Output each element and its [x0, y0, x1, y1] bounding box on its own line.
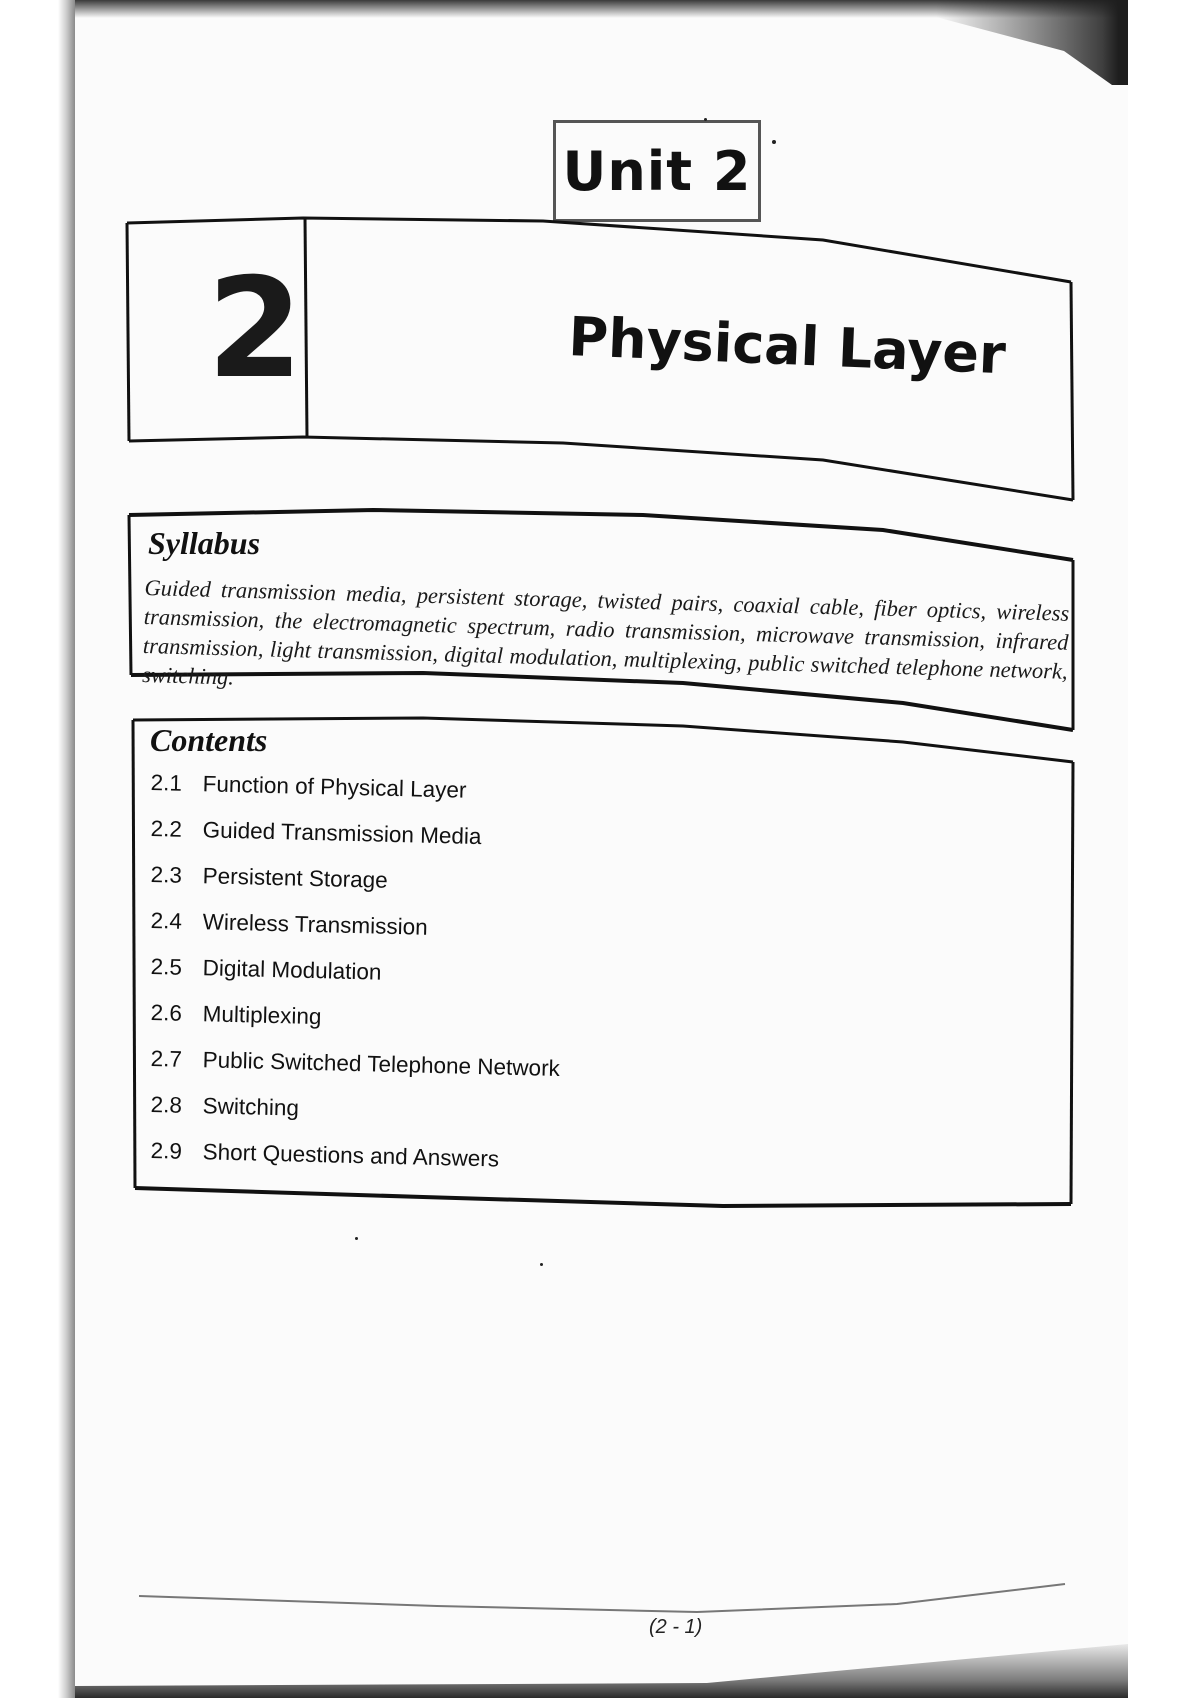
scan-bottom-shadow [75, 1638, 1128, 1698]
contents-item-number: 2.4 [150, 908, 183, 934]
contents-item-number: 2.6 [150, 1000, 183, 1026]
contents-item-number: 2.5 [150, 954, 183, 980]
scan-left-margin [0, 0, 75, 1698]
unit-label-box [553, 120, 761, 222]
contents-item-label: Digital Modulation [202, 955, 382, 985]
contents-list [151, 770, 1051, 1184]
scan-right-margin [1128, 0, 1200, 1698]
contents-item-label: Multiplexing [202, 1001, 322, 1030]
contents-item-number: 2.3 [150, 862, 183, 888]
contents-item-number: 2.7 [150, 1046, 183, 1072]
contents-item-label: Switching [202, 1093, 300, 1121]
contents-item-label: Function of Physical Layer [202, 771, 467, 803]
chapter-title: Physical Layer [567, 305, 1007, 387]
page-number: (2 - 1) [649, 1616, 703, 1638]
syllabus-text: Guided transmission media, persistent storage, twisted pairs, coaxial cable, fiber optics, wireless transmission, the electromagnetic spectrum, radio transmission, microwave transmission, infrared transmission, light transmission, digital modulation, multiplexing, public switched telephone network, switching. [141, 574, 1070, 690]
contents-item-label: Persistent Storage [202, 863, 389, 893]
syllabus-heading: Syllabus [148, 525, 261, 561]
contents-item-number: 2.9 [150, 1138, 183, 1164]
book-page [75, 0, 1128, 1698]
contents-item-number: 2.1 [150, 770, 183, 796]
speck [772, 140, 776, 144]
contents-item-label: Public Switched Telephone Network [202, 1047, 561, 1081]
chapter-number: 2 [206, 248, 304, 409]
speck [704, 118, 707, 121]
speck [355, 1237, 358, 1240]
contents-item-label: Guided Transmission Media [202, 817, 482, 850]
contents-item-label: Short Questions and Answers [202, 1139, 500, 1172]
contents-item-number: 2.8 [150, 1092, 183, 1118]
speck [540, 1263, 543, 1266]
contents-item-number: 2.2 [150, 816, 183, 842]
contents-item-label: Wireless Transmission [202, 909, 428, 940]
footer-rule [137, 1580, 1067, 1620]
contents-heading: Contents [150, 722, 268, 758]
unit-label: Unit 2 [562, 139, 752, 203]
